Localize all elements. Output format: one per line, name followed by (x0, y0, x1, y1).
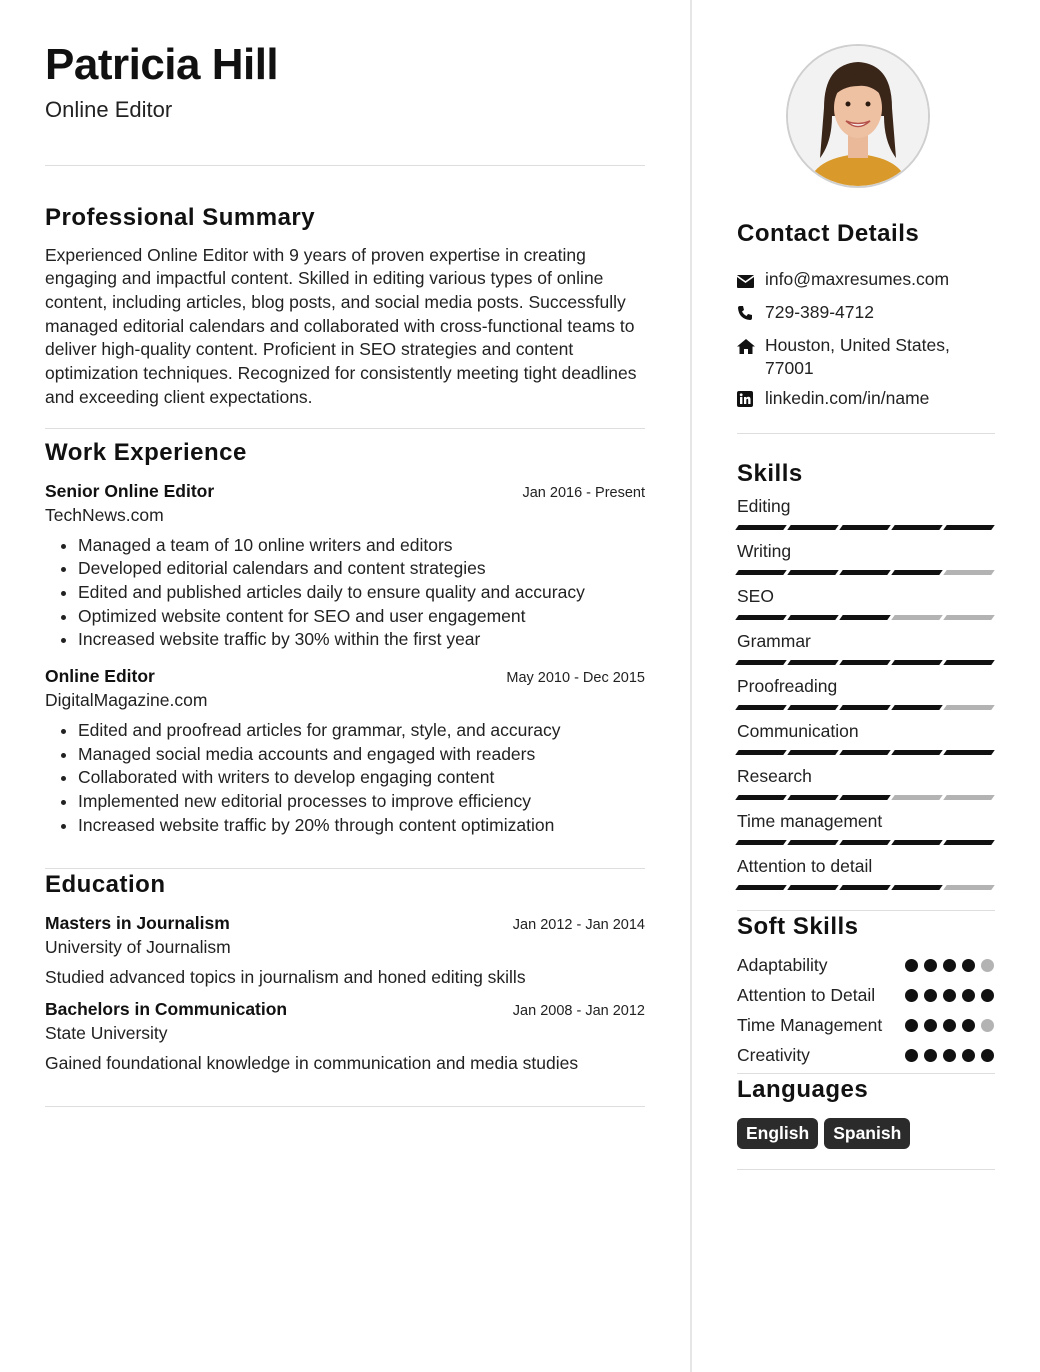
profile-photo (786, 44, 930, 188)
skill-name: Research (737, 766, 812, 786)
skill-level-segment (787, 660, 839, 665)
skill-level-segment (735, 885, 787, 890)
skill-level-segment (787, 885, 839, 890)
contact-linkedin[interactable] (737, 387, 995, 413)
rating-dot (924, 989, 937, 1002)
email-text: info@maxresumes.com (765, 269, 950, 289)
header-divider (45, 165, 645, 166)
skill-name: Communication (737, 721, 859, 741)
skill-level-segment (735, 660, 787, 665)
rating-dot (962, 959, 975, 972)
soft-skill-name: Creativity (737, 1045, 810, 1065)
education-heading: Education (45, 870, 166, 898)
phone-text: 729-389-4712 (765, 302, 874, 322)
skill-level-bar (737, 705, 995, 710)
summary-text: Experienced Online Editor with 9 years of proven expertise in creating engaging and impactful content. Skilled in editing various types of online content, including articles, blog posts, and social media posts. Successfully managed editorial calendars and collaborated with cross-functional teams to deliver high-quality content. Proficient in SEO strategies and content optimization techniques. Recognized for consistently meeting tight deadlines and exceeding client expectations. (45, 244, 637, 407)
rating-dot (981, 1019, 994, 1032)
skill-level-segment (735, 840, 787, 845)
skill-name: SEO (737, 586, 774, 606)
soft-skill-item (737, 953, 995, 977)
list-item: • Edited and proofread articles for grammar, style, and accuracy (78, 719, 645, 743)
section-divider (737, 433, 995, 434)
section-divider (737, 910, 995, 911)
skill-level-segment (891, 795, 943, 800)
skill-level-segment (943, 795, 995, 800)
school: State University (45, 1023, 168, 1044)
soft-skill-item (737, 1013, 995, 1037)
main-column (45, 40, 645, 1107)
skill-level-segment (943, 885, 995, 890)
linkedin-icon (737, 387, 765, 413)
skill-level-segment (839, 615, 891, 620)
job-dates: May 2010 - Dec 2015 (506, 670, 645, 687)
education-dates: Jan 2008 - Jan 2012 (512, 1003, 645, 1020)
job-bullets (45, 534, 645, 653)
job-bullets (45, 719, 645, 838)
skill-item (737, 586, 995, 620)
rating-dot (924, 1019, 937, 1032)
school: University of Journalism (45, 936, 231, 957)
rating-dot (943, 1049, 956, 1062)
list-item: • Managed social media accounts and engaged with readers (78, 743, 645, 767)
contact-heading: Contact Details (737, 220, 920, 247)
envelope-icon (737, 268, 765, 294)
degree: Masters in Journalism (45, 912, 230, 933)
home-icon (737, 334, 765, 360)
skill-level-segment (839, 705, 891, 710)
skill-level-bar (737, 570, 995, 575)
soft-skill-rating (905, 1013, 995, 1037)
rating-dot (962, 1049, 975, 1062)
skill-level-segment (735, 525, 787, 530)
rating-dot (981, 1049, 994, 1062)
skill-item (737, 811, 995, 845)
education-description: Gained foundational knowledge in communication and media studies (45, 1053, 579, 1074)
job-entry (45, 481, 645, 653)
soft-skills-list (737, 953, 995, 1067)
section-divider (45, 428, 645, 429)
soft-skill-name: Attention to Detail (737, 985, 876, 1005)
education-dates: Jan 2012 - Jan 2014 (512, 916, 645, 933)
skill-level-segment (943, 615, 995, 620)
rating-dot (924, 959, 937, 972)
rating-dot (943, 959, 956, 972)
section-divider (45, 868, 645, 869)
skill-level-segment (943, 570, 995, 575)
languages-list (737, 1118, 995, 1149)
candidate-name: Patricia Hill (45, 40, 279, 89)
skill-name: Writing (737, 541, 792, 561)
job-role: Senior Online Editor (45, 480, 215, 501)
list-item: • Collaborated with writers to develop engaging content (78, 766, 645, 790)
section-divider (737, 1073, 995, 1074)
skill-level-segment (891, 885, 943, 890)
soft-skill-rating (905, 953, 995, 977)
skill-level-segment (943, 840, 995, 845)
rating-dot (962, 1019, 975, 1032)
contact-email[interactable] (737, 268, 995, 294)
skill-item (737, 496, 995, 530)
job-company: DigitalMagazine.com (45, 690, 208, 711)
rating-dot (981, 989, 994, 1002)
rating-dot (905, 1019, 918, 1032)
list-item: • Optimized website content for SEO and user engagement (78, 605, 645, 629)
skill-level-bar (737, 660, 995, 665)
job-company: TechNews.com (45, 504, 164, 525)
skills-heading: Skills (737, 460, 803, 487)
education-section (45, 871, 645, 1076)
summary-heading: Professional Summary (45, 203, 316, 231)
skill-level-bar (737, 840, 995, 845)
skill-level-segment (787, 570, 839, 575)
rating-dot (905, 989, 918, 1002)
skill-level-segment (735, 705, 787, 710)
section-divider (737, 1169, 995, 1170)
soft-skill-name: Time Management (737, 1015, 883, 1035)
address-text: Houston, United States, 77001 (765, 335, 950, 378)
rating-dot (943, 989, 956, 1002)
skill-level-segment (891, 660, 943, 665)
soft-skill-rating (905, 983, 995, 1007)
skill-level-segment (891, 525, 943, 530)
language-pill: Spanish (824, 1118, 910, 1149)
rating-dot (981, 959, 994, 972)
skill-level-segment (943, 750, 995, 755)
rating-dot (924, 1049, 937, 1062)
skill-level-segment (735, 795, 787, 800)
linkedin-text: linkedin.com/in/name (765, 388, 930, 408)
list-item: • Developed editorial calendars and content strategies (78, 557, 645, 581)
skill-level-segment (787, 795, 839, 800)
skill-level-segment (839, 525, 891, 530)
skill-level-bar (737, 750, 995, 755)
skill-level-segment (943, 660, 995, 665)
list-item: • Increased website traffic by 30% within the first year (78, 628, 645, 652)
skill-level-segment (787, 615, 839, 620)
contact-list (737, 268, 995, 413)
work-section (45, 439, 645, 838)
section-divider (45, 1106, 645, 1107)
column-divider (690, 0, 692, 1372)
skill-level-segment (891, 615, 943, 620)
skill-name: Attention to detail (737, 856, 873, 876)
list-item: • Implemented new editorial processes to improve efficiency (78, 790, 645, 814)
skill-name: Proofreading (737, 676, 838, 696)
job-dates: Jan 2016 - Present (522, 484, 645, 501)
soft-skill-item (737, 1043, 995, 1067)
skill-item (737, 721, 995, 755)
skill-name: Editing (737, 496, 791, 516)
education-entry (45, 999, 645, 1076)
degree: Bachelors in Communication (45, 999, 288, 1020)
skill-level-segment (891, 705, 943, 710)
skill-item (737, 856, 995, 890)
job-role: Online Editor (45, 666, 155, 687)
skill-level-segment (735, 570, 787, 575)
skill-level-segment (787, 840, 839, 845)
skill-level-bar (737, 885, 995, 890)
skill-level-bar (737, 795, 995, 800)
skill-level-segment (891, 570, 943, 575)
skill-level-segment (839, 660, 891, 665)
skill-level-segment (839, 570, 891, 575)
skill-level-segment (787, 705, 839, 710)
work-heading: Work Experience (45, 438, 247, 466)
skill-item (737, 676, 995, 710)
skill-level-segment (839, 885, 891, 890)
soft-skill-name: Adaptability (737, 955, 828, 975)
contact-phone[interactable] (737, 301, 995, 327)
skill-level-segment (787, 525, 839, 530)
soft-skills-heading: Soft Skills (737, 913, 859, 940)
skill-level-segment (891, 750, 943, 755)
skill-level-segment (735, 615, 787, 620)
skill-level-segment (839, 795, 891, 800)
rating-dot (905, 1049, 918, 1062)
list-item: • Managed a team of 10 online writers and editors (78, 534, 645, 558)
job-entry (45, 666, 645, 838)
list-item: • Increased website traffic by 20% through content optimization (78, 814, 645, 838)
education-entry (45, 913, 645, 990)
skill-item (737, 766, 995, 800)
skill-level-segment (787, 750, 839, 755)
language-pill: English (737, 1118, 818, 1149)
list-item: • Edited and published articles daily to ensure quality and accuracy (78, 581, 645, 605)
skill-item (737, 541, 995, 575)
phone-icon (737, 301, 765, 327)
skill-level-segment (891, 840, 943, 845)
skill-level-segment (735, 750, 787, 755)
skill-name: Time management (737, 811, 883, 831)
job-title: Online Editor (45, 96, 173, 122)
soft-skill-rating (905, 1043, 995, 1067)
sidebar-column (737, 44, 995, 1170)
rating-dot (962, 989, 975, 1002)
skill-name: Grammar (737, 631, 811, 651)
contact-address (737, 334, 995, 380)
soft-skill-item (737, 983, 995, 1007)
education-description: Studied advanced topics in journalism and honed editing skills (45, 966, 526, 987)
rating-dot (943, 1019, 956, 1032)
summary-section (45, 204, 645, 410)
skill-level-bar (737, 615, 995, 620)
skill-item (737, 631, 995, 665)
skill-level-segment (839, 750, 891, 755)
skill-level-segment (839, 840, 891, 845)
skill-level-segment (943, 525, 995, 530)
rating-dot (905, 959, 918, 972)
skill-level-bar (737, 525, 995, 530)
skill-level-segment (943, 705, 995, 710)
languages-heading: Languages (737, 1076, 869, 1103)
skills-list (737, 496, 995, 890)
